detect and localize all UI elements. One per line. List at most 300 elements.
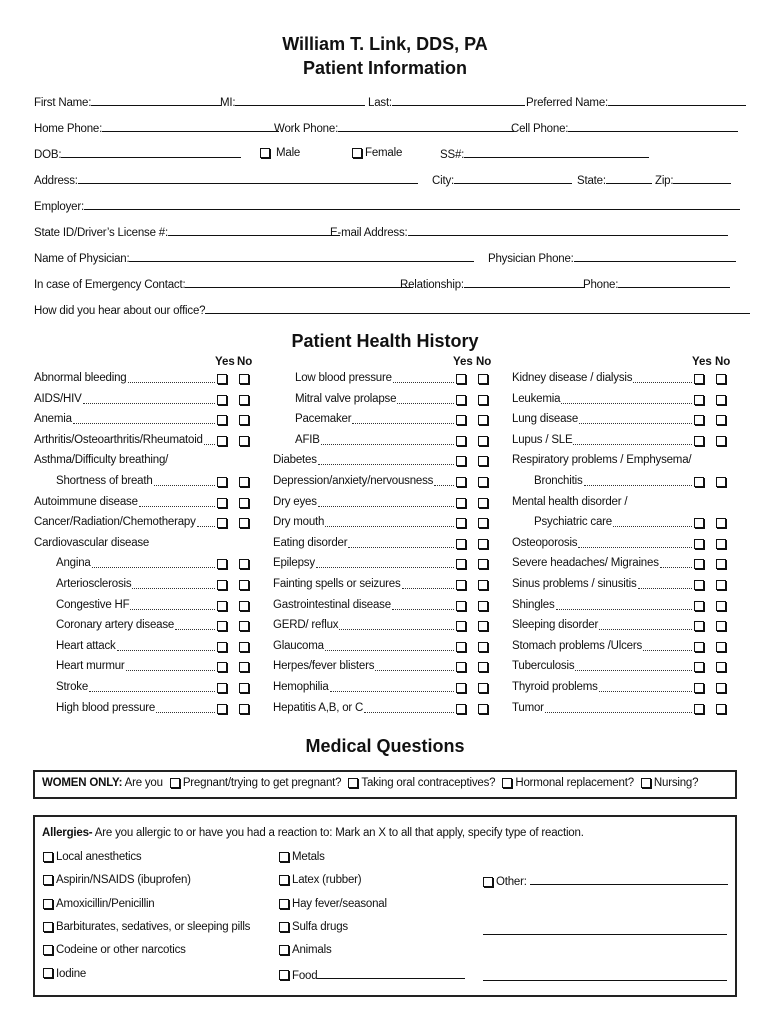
contraceptives-checkbox[interactable]: [348, 778, 358, 788]
dot-leader: [139, 506, 215, 507]
condition-yes-checkbox[interactable]: [694, 621, 704, 631]
dot-leader: [392, 609, 454, 610]
emergency-row: [34, 277, 736, 291]
condition-no-checkbox[interactable]: [716, 436, 726, 446]
other-checkbox[interactable]: [483, 877, 493, 887]
allergy-checkbox[interactable]: [279, 852, 289, 862]
condition-yes-checkbox[interactable]: [217, 498, 227, 508]
col2-yes-header: Yes: [453, 356, 473, 368]
other-line-3[interactable]: [483, 970, 727, 981]
state-id-field[interactable]: [168, 225, 340, 236]
condition-label: Osteoporosis: [512, 536, 578, 549]
condition-yes-checkbox[interactable]: [456, 704, 466, 714]
dot-leader: [318, 464, 454, 465]
dot-leader: [325, 526, 454, 527]
hormonal-checkbox[interactable]: [502, 778, 512, 788]
dot-leader: [316, 567, 454, 568]
condition-yes-checkbox[interactable]: [456, 477, 466, 487]
col1-no-header: No: [237, 356, 253, 368]
allergy-item: [43, 898, 155, 910]
zip-field[interactable]: [673, 173, 731, 184]
condition-no-checkbox[interactable]: [478, 436, 488, 446]
dot-leader: [73, 423, 215, 424]
condition-yes-checkbox[interactable]: [694, 415, 704, 425]
condition-no-checkbox[interactable]: [716, 601, 726, 611]
condition-yes-checkbox[interactable]: [456, 539, 466, 549]
allergy-checkbox[interactable]: [43, 899, 53, 909]
col3-yes-header: Yes: [692, 356, 712, 368]
allergy-checkbox[interactable]: [279, 875, 289, 885]
condition-yes-checkbox[interactable]: [456, 395, 466, 405]
allergy-label: Food: [292, 969, 318, 982]
allergy-other: [483, 874, 728, 888]
condition-label: Bronchitis: [534, 475, 583, 487]
condition-label: Autoimmune disease: [34, 495, 138, 508]
dot-leader: [556, 609, 692, 610]
condition-label: Pacemaker: [295, 413, 352, 426]
condition-no-checkbox[interactable]: [239, 683, 249, 693]
allergy-label: Latex (rubber): [292, 874, 362, 887]
dot-leader: [599, 691, 692, 692]
dot-leader: [573, 444, 692, 445]
condition-no-checkbox[interactable]: [478, 683, 488, 693]
allergy-checkbox[interactable]: [279, 945, 289, 955]
condition-no-checkbox[interactable]: [478, 580, 488, 590]
condition-no-checkbox[interactable]: [716, 642, 726, 652]
condition-label: Lupus / SLE: [512, 433, 573, 446]
allergy-label: Local anesthetics: [56, 851, 142, 863]
practice-name: William T. Link, DDS, PA: [282, 34, 488, 54]
condition-label: Leukemia: [512, 392, 561, 405]
name-row: [34, 95, 736, 109]
condition-no-checkbox[interactable]: [239, 415, 249, 425]
condition-label: Coronary artery disease: [56, 619, 175, 632]
condition-label: AIDS/HIV: [34, 392, 82, 405]
women-only-label: WOMEN ONLY:: [42, 777, 123, 789]
condition-label: Abnormal bleeding: [34, 372, 127, 384]
condition-no-checkbox[interactable]: [239, 601, 249, 611]
condition-no-checkbox[interactable]: [478, 498, 488, 508]
dot-leader: [393, 382, 454, 383]
other-line-2[interactable]: [483, 924, 727, 935]
condition-yes-checkbox[interactable]: [694, 704, 704, 714]
dot-leader: [584, 485, 692, 486]
allergy-checkbox[interactable]: [279, 970, 289, 980]
condition-label: Asthma/Difficulty breathing/: [34, 454, 169, 467]
referral-field[interactable]: [205, 303, 750, 314]
address-field[interactable]: [78, 173, 418, 184]
dot-leader: [325, 650, 454, 651]
condition-label: Arthritis/Osteoarthritis/Rheumatoid: [34, 433, 203, 446]
condition-yes-checkbox[interactable]: [217, 580, 227, 590]
allergy-item: [279, 874, 361, 886]
condition-no-checkbox[interactable]: [478, 477, 488, 487]
city-label: City:: [432, 175, 455, 187]
condition-yes-checkbox[interactable]: [217, 601, 227, 611]
dot-leader: [575, 670, 692, 671]
condition-yes-checkbox[interactable]: [694, 436, 704, 446]
condition-yes-checkbox[interactable]: [456, 559, 466, 569]
allergy-label: Metals: [292, 851, 325, 863]
condition-label: Lung disease: [512, 413, 579, 426]
dot-leader: [660, 567, 692, 568]
allergy-item: [279, 851, 325, 863]
condition-yes-checkbox[interactable]: [217, 436, 227, 446]
condition-yes-checkbox[interactable]: [456, 642, 466, 652]
dot-leader: [204, 444, 215, 445]
dot-leader: [156, 712, 215, 713]
dot-leader: [348, 547, 454, 548]
condition-no-checkbox[interactable]: [478, 395, 488, 405]
first-name-label: First Name:: [34, 97, 92, 109]
condition-yes-checkbox[interactable]: [456, 601, 466, 611]
condition-yes-checkbox[interactable]: [217, 621, 227, 631]
dot-leader: [92, 567, 215, 568]
state-label: State:: [577, 175, 606, 187]
condition-no-checkbox[interactable]: [716, 539, 726, 549]
condition-no-checkbox[interactable]: [239, 518, 249, 528]
condition-no-checkbox[interactable]: [716, 559, 726, 569]
pregnant-checkbox[interactable]: [170, 778, 180, 788]
condition-yes-checkbox[interactable]: [456, 456, 466, 466]
ss-label: SS#:: [440, 149, 465, 161]
col1-yes-header: Yes: [215, 356, 235, 368]
allergy-checkbox[interactable]: [43, 922, 53, 932]
condition-label: Epilepsy: [273, 557, 315, 570]
food-field[interactable]: [317, 968, 465, 979]
referral-row: [34, 303, 736, 317]
pregnant-label: Pregnant/trying to get pregnant?: [182, 777, 342, 789]
physician-phone-label: Physician Phone:: [488, 253, 574, 265]
state-id-label: State ID/Driver’s License #:: [34, 227, 168, 239]
allergy-item: [279, 921, 348, 933]
condition-label: Hepatitis A,B, or C: [273, 701, 364, 714]
dot-leader: [613, 526, 692, 527]
condition-no-checkbox[interactable]: [478, 559, 488, 569]
condition-yes-checkbox[interactable]: [217, 662, 227, 672]
condition-yes-checkbox[interactable]: [694, 374, 704, 384]
condition-label: Tuberculosis: [512, 660, 575, 673]
dot-leader: [175, 629, 215, 630]
condition-yes-checkbox[interactable]: [456, 436, 466, 446]
health-history-title: Patient Health History: [291, 331, 479, 351]
email-field[interactable]: [408, 225, 728, 236]
dot-leader: [339, 629, 454, 630]
physician-phone-field[interactable]: [574, 251, 736, 262]
condition-no-checkbox[interactable]: [239, 436, 249, 446]
allergy-item: [43, 944, 186, 956]
male-checkbox[interactable]: [260, 148, 270, 158]
allergy-item: [279, 968, 465, 982]
female-checkbox[interactable]: [352, 148, 362, 158]
condition-no-checkbox[interactable]: [239, 580, 249, 590]
condition-label: Congestive HF: [56, 598, 130, 611]
condition-yes-checkbox[interactable]: [217, 642, 227, 652]
id-email-row: [34, 225, 736, 239]
condition-no-checkbox[interactable]: [239, 662, 249, 672]
male-label: Male: [276, 147, 301, 159]
condition-label: Cancer/Radiation/Chemotherapy: [34, 516, 196, 529]
condition-no-checkbox[interactable]: [716, 621, 726, 631]
mi-field[interactable]: [235, 95, 365, 106]
email-label: E-mail Address:: [330, 227, 408, 239]
allergy-checkbox[interactable]: [279, 922, 289, 932]
dot-leader: [128, 382, 215, 383]
medical-questions-title: Medical Questions: [305, 736, 465, 756]
allergy-label: Amoxicillin/Penicillin: [56, 897, 155, 910]
condition-label: Glaucoma: [273, 639, 324, 652]
physician-name-field[interactable]: [129, 251, 474, 262]
preferred-name-label: Preferred Name:: [526, 97, 609, 109]
condition-yes-checkbox[interactable]: [456, 518, 466, 528]
dot-leader: [352, 423, 454, 424]
female-label: Female: [365, 147, 403, 159]
address-label: Address:: [34, 175, 78, 187]
dot-leader: [561, 403, 692, 404]
allergy-checkbox[interactable]: [43, 968, 53, 978]
condition-yes-checkbox[interactable]: [217, 395, 227, 405]
condition-label: Kidney disease / dialysis: [512, 372, 633, 384]
allergy-item: [43, 921, 250, 933]
preferred-name-field[interactable]: [608, 95, 746, 106]
condition-yes-checkbox[interactable]: [694, 580, 704, 590]
last-name-label: Last:: [368, 97, 392, 109]
home-phone-field[interactable]: [102, 121, 279, 132]
allergy-item: [43, 874, 191, 886]
condition-label: Diabetes: [273, 454, 317, 467]
condition-no-checkbox[interactable]: [716, 518, 726, 528]
last-name-field[interactable]: [392, 95, 525, 106]
condition-yes-checkbox[interactable]: [456, 374, 466, 384]
nursing-label: Nursing?: [653, 777, 699, 789]
condition-yes-checkbox[interactable]: [456, 621, 466, 631]
condition-no-checkbox[interactable]: [716, 662, 726, 672]
emergency-contact-field[interactable]: [185, 277, 413, 288]
condition-no-checkbox[interactable]: [716, 395, 726, 405]
condition-no-checkbox[interactable]: [716, 477, 726, 487]
condition-no-checkbox[interactable]: [239, 704, 249, 714]
address-row: [34, 173, 736, 187]
allergy-checkbox[interactable]: [43, 852, 53, 862]
condition-label: Angina: [56, 557, 91, 570]
condition-label: High blood pressure: [56, 701, 156, 714]
dot-leader: [578, 547, 692, 548]
condition-no-checkbox[interactable]: [478, 662, 488, 672]
condition-no-checkbox[interactable]: [239, 374, 249, 384]
dot-leader: [579, 423, 692, 424]
condition-no-checkbox[interactable]: [239, 642, 249, 652]
first-name-field[interactable]: [91, 95, 221, 106]
dot-leader: [643, 650, 692, 651]
condition-label: Gastrointestinal disease: [273, 598, 391, 611]
dot-leader: [126, 670, 215, 671]
condition-label: Low blood pressure: [295, 372, 392, 384]
condition-no-checkbox[interactable]: [478, 621, 488, 631]
allergies-label: Allergies-: [42, 827, 93, 839]
condition-label: Thyroid problems: [512, 681, 598, 693]
allergy-label: Sulfa drugs: [292, 920, 348, 933]
allergy-label: Barbiturates, sedatives, or sleeping pills: [56, 920, 251, 933]
condition-yes-checkbox[interactable]: [694, 683, 704, 693]
dot-leader: [89, 691, 215, 692]
dot-leader: [130, 609, 215, 610]
emergency-contact-label: In case of Emergency Contact:: [34, 279, 186, 291]
condition-label: Stomach problems /Ulcers: [512, 639, 643, 652]
condition-yes-checkbox[interactable]: [456, 498, 466, 508]
condition-no-checkbox[interactable]: [239, 498, 249, 508]
home-phone-label: Home Phone:: [34, 123, 103, 135]
zip-label: Zip:: [655, 175, 674, 187]
dot-leader: [364, 712, 454, 713]
condition-yes-checkbox[interactable]: [217, 374, 227, 384]
condition-label: AFIB: [295, 433, 320, 446]
condition-no-checkbox[interactable]: [716, 415, 726, 425]
allergy-checkbox[interactable]: [43, 945, 53, 955]
dot-leader: [434, 485, 454, 486]
condition-yes-checkbox[interactable]: [217, 518, 227, 528]
condition-yes-checkbox[interactable]: [694, 518, 704, 528]
ss-field[interactable]: [464, 147, 649, 158]
condition-no-checkbox[interactable]: [239, 621, 249, 631]
condition-no-checkbox[interactable]: [478, 374, 488, 384]
dot-leader: [375, 670, 454, 671]
condition-label: Shingles: [512, 598, 555, 611]
dot-leader: [402, 588, 454, 589]
condition-no-checkbox[interactable]: [239, 477, 249, 487]
dot-leader: [633, 382, 692, 383]
condition-label: Sleeping disorder: [512, 619, 599, 632]
condition-yes-checkbox[interactable]: [217, 704, 227, 714]
allergies-box: [33, 815, 737, 997]
dot-leader: [330, 691, 454, 692]
condition-no-checkbox[interactable]: [478, 518, 488, 528]
condition-no-checkbox[interactable]: [478, 539, 488, 549]
condition-yes-checkbox[interactable]: [217, 683, 227, 693]
other-label: Other:: [496, 876, 527, 888]
referral-label: How did you hear about our office?: [34, 305, 206, 317]
condition-no-checkbox[interactable]: [716, 580, 726, 590]
allergy-checkbox[interactable]: [43, 875, 53, 885]
condition-label: Fainting spells or seizures: [273, 578, 401, 590]
dot-leader: [599, 629, 692, 630]
condition-label: Tumor: [512, 701, 544, 714]
condition-yes-checkbox[interactable]: [694, 539, 704, 549]
condition-yes-checkbox[interactable]: [694, 477, 704, 487]
allergy-item: [279, 944, 332, 956]
condition-label: Psychiatric care: [534, 516, 612, 529]
condition-no-checkbox[interactable]: [478, 642, 488, 652]
dot-leader: [197, 526, 215, 527]
condition-no-checkbox[interactable]: [716, 683, 726, 693]
allergy-label: Iodine: [56, 967, 87, 980]
condition-yes-checkbox[interactable]: [694, 642, 704, 652]
condition-label: Cardiovascular disease: [34, 536, 150, 549]
condition-label: Dry mouth: [273, 516, 325, 529]
condition-no-checkbox[interactable]: [239, 395, 249, 405]
col2-no-header: No: [476, 356, 492, 368]
condition-yes-checkbox[interactable]: [456, 415, 466, 425]
condition-no-checkbox[interactable]: [239, 559, 249, 569]
condition-yes-checkbox[interactable]: [456, 683, 466, 693]
condition-label: Eating disorder: [273, 536, 348, 549]
condition-no-checkbox[interactable]: [478, 601, 488, 611]
condition-yes-checkbox[interactable]: [694, 395, 704, 405]
allergy-item: [43, 968, 86, 980]
col3-no-header: No: [715, 356, 731, 368]
dob-label: DOB:: [34, 149, 62, 161]
condition-label: Herpes/fever blisters: [273, 660, 375, 673]
condition-yes-checkbox[interactable]: [694, 559, 704, 569]
phone-label: Phone:: [583, 279, 619, 291]
hormonal-label: Hormonal replacement?: [515, 777, 634, 789]
employer-field[interactable]: [84, 199, 740, 210]
condition-yes-checkbox[interactable]: [694, 601, 704, 611]
condition-label: Anemia: [34, 413, 72, 426]
dot-leader: [154, 485, 215, 486]
allergy-item: [43, 851, 141, 863]
dot-leader: [545, 712, 692, 713]
condition-no-checkbox[interactable]: [716, 704, 726, 714]
condition-label: Sinus problems / sinusitis: [512, 578, 637, 590]
dob-field[interactable]: [61, 147, 241, 158]
dot-leader: [117, 650, 215, 651]
condition-no-checkbox[interactable]: [478, 704, 488, 714]
condition-label: Mitral valve prolapse: [295, 392, 397, 405]
work-phone-field[interactable]: [338, 121, 514, 132]
state-field[interactable]: [606, 173, 652, 184]
dot-leader: [83, 403, 215, 404]
contraceptives-label: Taking oral contraceptives?: [361, 777, 496, 789]
condition-label: Severe headaches/ Migraines: [512, 557, 659, 570]
condition-no-checkbox[interactable]: [478, 456, 488, 466]
allergies-prompt: Are you allergic to or have you had a reaction to: Mark an X to all that apply, specify type of reaction.: [94, 827, 584, 839]
cell-phone-label: Cell Phone:: [511, 123, 569, 135]
allergy-label: Aspirin/NSAIDS (ibuprofen): [56, 874, 191, 887]
emergency-phone-field[interactable]: [618, 277, 730, 288]
physician-name-label: Name of Physician:: [34, 253, 130, 265]
dot-leader: [318, 506, 454, 507]
condition-yes-checkbox[interactable]: [694, 662, 704, 672]
condition-yes-checkbox[interactable]: [217, 415, 227, 425]
condition-yes-checkbox[interactable]: [456, 662, 466, 672]
allergy-label: Hay fever/seasonal: [292, 897, 387, 910]
condition-no-checkbox[interactable]: [478, 415, 488, 425]
relationship-field[interactable]: [464, 277, 584, 288]
dot-leader: [321, 444, 454, 445]
condition-label: Dry eyes: [273, 495, 317, 508]
condition-no-checkbox[interactable]: [716, 374, 726, 384]
condition-label: Mental health disorder /: [512, 495, 628, 508]
condition-label: Hemophilia: [273, 681, 329, 693]
work-phone-label: Work Phone:: [274, 123, 339, 135]
relationship-label: Relationship:: [400, 279, 464, 291]
dot-leader: [638, 588, 692, 589]
mi-label: MI:: [220, 97, 236, 109]
other-field[interactable]: [530, 874, 728, 885]
are-you-label: Are you: [124, 777, 163, 789]
condition-yes-checkbox[interactable]: [456, 580, 466, 590]
form-title: Patient Information: [302, 58, 467, 78]
cell-phone-field[interactable]: [568, 121, 738, 132]
city-field[interactable]: [454, 173, 572, 184]
allergy-checkbox[interactable]: [279, 899, 289, 909]
dot-leader: [132, 588, 215, 589]
dot-leader: [397, 403, 454, 404]
condition-label: Heart attack: [56, 639, 116, 652]
condition-yes-checkbox[interactable]: [217, 477, 227, 487]
condition-yes-checkbox[interactable]: [217, 559, 227, 569]
nursing-checkbox[interactable]: [641, 778, 651, 788]
